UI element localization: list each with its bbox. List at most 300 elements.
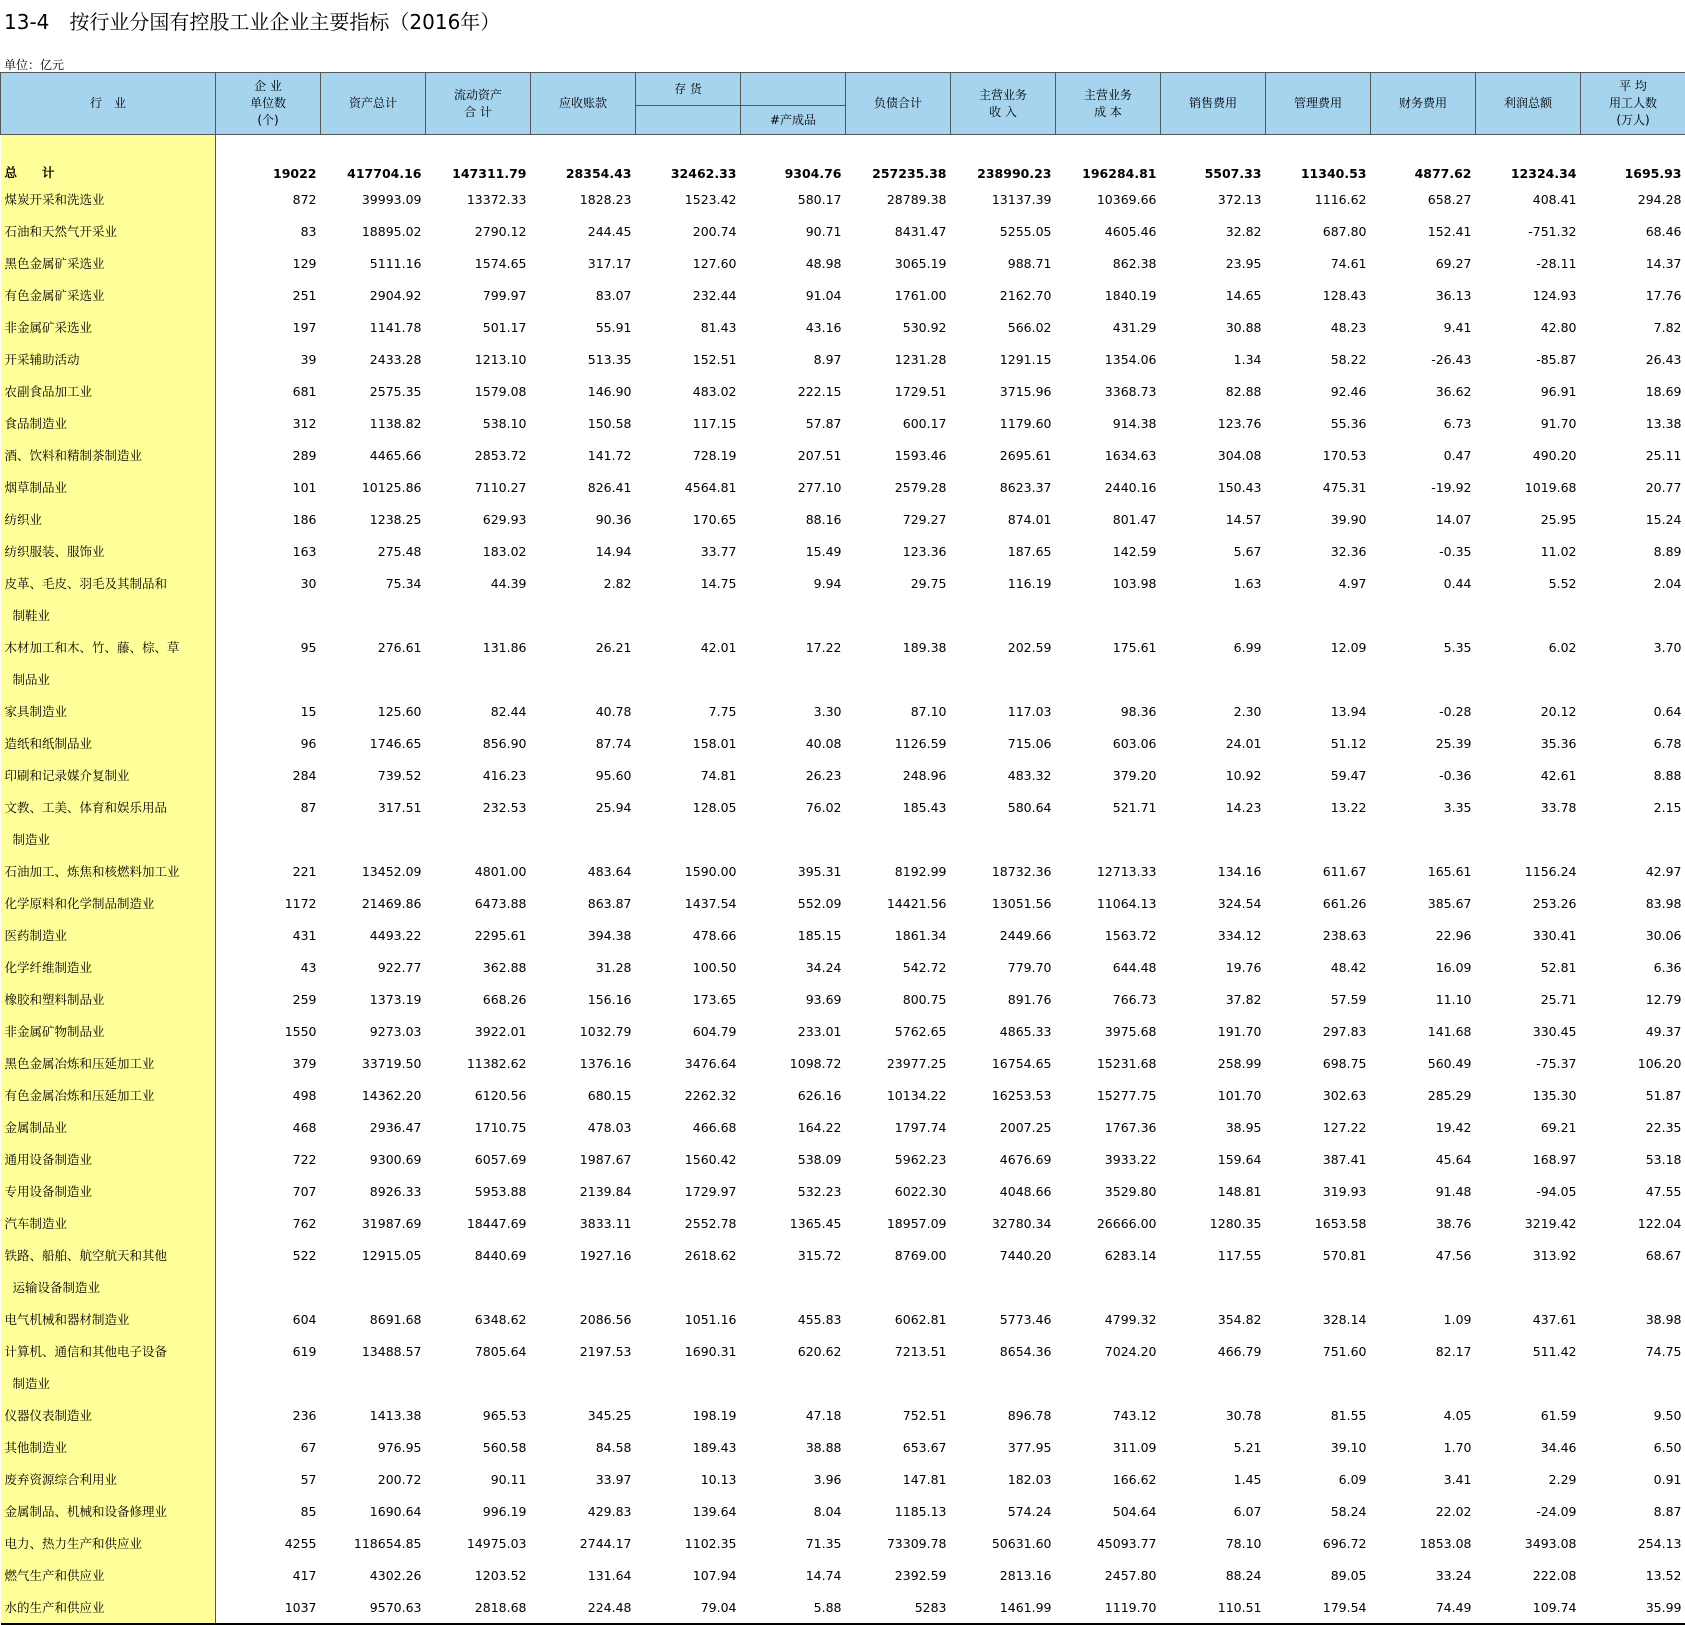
value-cell: 10369.66 [1056, 183, 1161, 215]
value-cell: 976.95 [321, 1431, 426, 1463]
value-cell: 39.10 [1266, 1431, 1371, 1463]
value-cell: 8926.33 [321, 1175, 426, 1207]
value-cell: 29.75 [846, 567, 951, 599]
value-cell: 4605.46 [1056, 215, 1161, 247]
value-cell [321, 1271, 426, 1303]
value-cell: 7440.20 [951, 1239, 1056, 1271]
value-cell: 12324.34 [1476, 141, 1581, 183]
industry-name: 皮革、毛皮、羽毛及其制品和 [1, 567, 216, 599]
value-cell: 13137.39 [951, 183, 1056, 215]
value-cell: 15.24 [1581, 503, 1685, 535]
table-row [1, 183, 1685, 215]
value-cell: 2.15 [1581, 791, 1685, 823]
value-cell: 14.75 [636, 567, 741, 599]
value-cell [1581, 663, 1685, 695]
value-cell: 18.69 [1581, 375, 1685, 407]
industry-name: 电力、热力生产和供应业 [1, 1527, 216, 1559]
value-cell: 38.76 [1371, 1207, 1476, 1239]
table-body [1, 135, 1685, 1625]
value-cell: 152.51 [636, 343, 741, 375]
value-cell: 6022.30 [846, 1175, 951, 1207]
value-cell: 248.96 [846, 759, 951, 791]
header-receivable: 应收账款 [531, 73, 636, 135]
value-cell: 26666.00 [1056, 1207, 1161, 1239]
value-cell: 1037 [216, 1591, 321, 1624]
value-cell: 1437.54 [636, 887, 741, 919]
value-cell: 131.64 [531, 1559, 636, 1591]
value-cell: 202.59 [951, 631, 1056, 663]
value-cell: 47.55 [1581, 1175, 1685, 1207]
value-cell: 170.65 [636, 503, 741, 535]
value-cell: 83.98 [1581, 887, 1685, 919]
value-cell: 1126.59 [846, 727, 951, 759]
total-row [1, 141, 1685, 183]
value-cell: -751.32 [1476, 215, 1581, 247]
table-row [1, 1079, 1685, 1111]
value-cell: 13.22 [1266, 791, 1371, 823]
value-cell: 2392.59 [846, 1559, 951, 1591]
value-cell: -28.11 [1476, 247, 1581, 279]
value-cell: 513.35 [531, 343, 636, 375]
value-cell [1371, 1271, 1476, 1303]
value-cell: 1710.75 [426, 1111, 531, 1143]
value-cell: 379 [216, 1047, 321, 1079]
value-cell: 69.21 [1476, 1111, 1581, 1143]
value-cell: 729.27 [846, 503, 951, 535]
value-cell: 600.17 [846, 407, 951, 439]
value-cell: 189.43 [636, 1431, 741, 1463]
value-cell: 88.16 [741, 503, 846, 535]
value-cell: 6.50 [1581, 1431, 1685, 1463]
value-cell: 74.61 [1266, 247, 1371, 279]
value-cell [1476, 1271, 1581, 1303]
value-cell: 48.98 [741, 247, 846, 279]
value-cell: 166.62 [1056, 1463, 1161, 1495]
value-cell: 1280.35 [1161, 1207, 1266, 1239]
table-row [1, 279, 1685, 311]
value-cell: 483.02 [636, 375, 741, 407]
value-cell: 173.65 [636, 983, 741, 1015]
table-row [1, 951, 1685, 983]
value-cell: 522 [216, 1239, 321, 1271]
value-cell: 334.12 [1161, 919, 1266, 951]
value-cell: 10134.22 [846, 1079, 951, 1111]
value-cell: 0.91 [1581, 1463, 1685, 1495]
value-cell: 91.70 [1476, 407, 1581, 439]
value-cell: 9570.63 [321, 1591, 426, 1624]
value-cell: 118654.85 [321, 1527, 426, 1559]
value-cell: 127.60 [636, 247, 741, 279]
value-cell: 9.50 [1581, 1399, 1685, 1431]
value-cell: 17.22 [741, 631, 846, 663]
value-cell: 32462.33 [636, 141, 741, 183]
value-cell: 25.71 [1476, 983, 1581, 1015]
industry-name: 橡胶和塑料制品业 [1, 983, 216, 1015]
value-cell: 3933.22 [1056, 1143, 1161, 1175]
value-cell: 1051.16 [636, 1303, 741, 1335]
value-cell: 3.70 [1581, 631, 1685, 663]
value-cell: 8.89 [1581, 535, 1685, 567]
value-cell: 14.74 [741, 1559, 846, 1591]
value-cell: 437.61 [1476, 1303, 1581, 1335]
value-cell [951, 1271, 1056, 1303]
value-cell: 604 [216, 1303, 321, 1335]
value-cell: 3.41 [1371, 1463, 1476, 1495]
value-cell: 466.79 [1161, 1335, 1266, 1367]
header-employees: 平 均 用工人数 (万人) [1581, 73, 1685, 135]
table-row [1, 663, 1685, 695]
table-row [1, 983, 1685, 1015]
value-cell: 107.94 [636, 1559, 741, 1591]
value-cell: 1.09 [1371, 1303, 1476, 1335]
value-cell: 294.28 [1581, 183, 1685, 215]
value-cell: 34.46 [1476, 1431, 1581, 1463]
value-cell: 5507.33 [1161, 141, 1266, 183]
table-row [1, 1175, 1685, 1207]
value-cell: 28354.43 [531, 141, 636, 183]
value-cell [951, 663, 1056, 695]
value-cell: 85 [216, 1495, 321, 1527]
value-cell: 490.20 [1476, 439, 1581, 471]
value-cell: 4799.32 [1056, 1303, 1161, 1335]
value-cell: 856.90 [426, 727, 531, 759]
value-cell: 89.05 [1266, 1559, 1371, 1591]
value-cell: 751.60 [1266, 1335, 1371, 1367]
value-cell: 2262.32 [636, 1079, 741, 1111]
value-cell: 6283.14 [1056, 1239, 1161, 1271]
value-cell: 148.81 [1161, 1175, 1266, 1207]
value-cell: 26.43 [1581, 343, 1685, 375]
value-cell: 826.41 [531, 471, 636, 503]
industry-name: 制品业 [1, 663, 216, 695]
value-cell: 186 [216, 503, 321, 535]
value-cell: 1560.42 [636, 1143, 741, 1175]
value-cell: 1.45 [1161, 1463, 1266, 1495]
value-cell: -19.92 [1371, 471, 1476, 503]
value-cell: -85.87 [1476, 343, 1581, 375]
value-cell: 156.16 [531, 983, 636, 1015]
value-cell [636, 663, 741, 695]
value-cell: 95.60 [531, 759, 636, 791]
value-cell: 874.01 [951, 503, 1056, 535]
value-cell: 2.04 [1581, 567, 1685, 599]
value-cell: 33.24 [1371, 1559, 1476, 1591]
industry-name: 汽车制造业 [1, 1207, 216, 1239]
industry-name: 制造业 [1, 823, 216, 855]
industry-name: 有色金属冶炼和压延加工业 [1, 1079, 216, 1111]
value-cell: 39.90 [1266, 503, 1371, 535]
header-liabilities: 负债合计 [846, 73, 951, 135]
value-cell: 315.72 [741, 1239, 846, 1271]
value-cell: 165.61 [1371, 855, 1476, 887]
industry-name: 纺织业 [1, 503, 216, 535]
table-row [1, 919, 1685, 951]
value-cell: 2.82 [531, 567, 636, 599]
value-cell: 4676.69 [951, 1143, 1056, 1175]
value-cell: 124.93 [1476, 279, 1581, 311]
value-cell: 79.04 [636, 1591, 741, 1624]
industry-name: 计算机、通信和其他电子设备 [1, 1335, 216, 1367]
value-cell: 8440.69 [426, 1239, 531, 1271]
value-cell: 33.97 [531, 1463, 636, 1495]
value-cell: 14.07 [1371, 503, 1476, 535]
value-cell: 12.09 [1266, 631, 1371, 663]
value-cell: 14.37 [1581, 247, 1685, 279]
value-cell: 18957.09 [846, 1207, 951, 1239]
value-cell: 9300.69 [321, 1143, 426, 1175]
value-cell: 965.53 [426, 1399, 531, 1431]
value-cell: 28789.38 [846, 183, 951, 215]
value-cell: 168.97 [1476, 1143, 1581, 1175]
value-cell: 53.18 [1581, 1143, 1685, 1175]
value-cell: 1213.10 [426, 343, 531, 375]
value-cell: 580.64 [951, 791, 1056, 823]
value-cell: 30.06 [1581, 919, 1685, 951]
value-cell: 5.35 [1371, 631, 1476, 663]
value-cell: 19.42 [1371, 1111, 1476, 1143]
value-cell: 2695.61 [951, 439, 1056, 471]
value-cell: 611.67 [1266, 855, 1371, 887]
value-cell: 379.20 [1056, 759, 1161, 791]
value-cell: 2552.78 [636, 1207, 741, 1239]
value-cell: 5.21 [1161, 1431, 1266, 1463]
value-cell [216, 599, 321, 631]
value-cell: 1729.51 [846, 375, 951, 407]
value-cell: 238.63 [1266, 919, 1371, 951]
value-cell: 4465.66 [321, 439, 426, 471]
value-cell [741, 1271, 846, 1303]
industry-name: 其他制造业 [1, 1431, 216, 1463]
value-cell: 466.68 [636, 1111, 741, 1143]
value-cell: 182.03 [951, 1463, 1056, 1495]
value-cell: 68.46 [1581, 215, 1685, 247]
value-cell: 197 [216, 311, 321, 343]
value-cell: 275.48 [321, 535, 426, 567]
value-cell: 468 [216, 1111, 321, 1143]
value-cell [951, 1367, 1056, 1399]
value-cell: 362.88 [426, 951, 531, 983]
table-row [1, 1527, 1685, 1559]
value-cell: 7.82 [1581, 311, 1685, 343]
table-row [1, 215, 1685, 247]
value-cell [1581, 1367, 1685, 1399]
table-header [1, 73, 1685, 135]
value-cell: 11.02 [1476, 535, 1581, 567]
value-cell: 10.13 [636, 1463, 741, 1495]
industry-name: 农副食品加工业 [1, 375, 216, 407]
table-row [1, 535, 1685, 567]
value-cell: 8769.00 [846, 1239, 951, 1271]
value-cell: 1653.58 [1266, 1207, 1371, 1239]
value-cell [1371, 1367, 1476, 1399]
value-cell: 560.58 [426, 1431, 531, 1463]
value-cell: 312 [216, 407, 321, 439]
value-cell: 1138.82 [321, 407, 426, 439]
value-cell: 238990.23 [951, 141, 1056, 183]
value-cell: 862.38 [1056, 247, 1161, 279]
value-cell: 661.26 [1266, 887, 1371, 919]
value-cell: 988.71 [951, 247, 1056, 279]
value-cell: 6.09 [1266, 1463, 1371, 1495]
value-cell: 12713.33 [1056, 855, 1161, 887]
value-cell: 2575.35 [321, 375, 426, 407]
value-cell: 117.55 [1161, 1239, 1266, 1271]
value-cell: 13.38 [1581, 407, 1685, 439]
value-cell: 1563.72 [1056, 919, 1161, 951]
value-cell: 59.47 [1266, 759, 1371, 791]
value-cell: 914.38 [1056, 407, 1161, 439]
value-cell: 2086.56 [531, 1303, 636, 1335]
value-cell: 3065.19 [846, 247, 951, 279]
value-cell [1266, 823, 1371, 855]
table-row [1, 439, 1685, 471]
value-cell: 40.78 [531, 695, 636, 727]
value-cell: 779.70 [951, 951, 1056, 983]
table-row [1, 1047, 1685, 1079]
value-cell: 135.30 [1476, 1079, 1581, 1111]
value-cell: 109.74 [1476, 1591, 1581, 1624]
table-row [1, 695, 1685, 727]
value-cell: 0.44 [1371, 567, 1476, 599]
value-cell: 1761.00 [846, 279, 951, 311]
value-cell: 187.65 [951, 535, 1056, 567]
table-row [1, 1015, 1685, 1047]
value-cell: 8.97 [741, 343, 846, 375]
value-cell: 11382.62 [426, 1047, 531, 1079]
value-cell: 5762.65 [846, 1015, 951, 1047]
value-cell [1581, 599, 1685, 631]
value-cell: 25.39 [1371, 727, 1476, 759]
value-cell: 1032.79 [531, 1015, 636, 1047]
value-cell [1161, 599, 1266, 631]
value-cell: 10125.86 [321, 471, 426, 503]
value-cell: 221 [216, 855, 321, 887]
value-cell: 175.61 [1056, 631, 1161, 663]
value-cell: 302.63 [1266, 1079, 1371, 1111]
table-row [1, 823, 1685, 855]
value-cell [951, 823, 1056, 855]
value-cell [951, 599, 1056, 631]
value-cell [1371, 599, 1476, 631]
value-cell: 39 [216, 343, 321, 375]
value-cell: 1231.28 [846, 343, 951, 375]
value-cell: 38.88 [741, 1431, 846, 1463]
value-cell: 4865.33 [951, 1015, 1056, 1047]
value-cell: 5111.16 [321, 247, 426, 279]
value-cell: 483.64 [531, 855, 636, 887]
value-cell: 8192.99 [846, 855, 951, 887]
industry-name: 黑色金属矿采选业 [1, 247, 216, 279]
value-cell: 6.07 [1161, 1495, 1266, 1527]
value-cell: 3493.08 [1476, 1527, 1581, 1559]
value-cell: 25.94 [531, 791, 636, 823]
industry-name: 烟草制品业 [1, 471, 216, 503]
value-cell: 81.55 [1266, 1399, 1371, 1431]
table-row [1, 1559, 1685, 1591]
value-cell: 5773.46 [951, 1303, 1056, 1335]
table-row [1, 791, 1685, 823]
value-cell: 8431.47 [846, 215, 951, 247]
value-cell: 170.53 [1266, 439, 1371, 471]
value-cell [1266, 1271, 1371, 1303]
value-cell: 1354.06 [1056, 343, 1161, 375]
value-cell: 25.11 [1581, 439, 1685, 471]
value-cell: 3.35 [1371, 791, 1476, 823]
value-cell: 387.41 [1266, 1143, 1371, 1175]
value-cell: 21469.86 [321, 887, 426, 919]
value-cell: 1840.19 [1056, 279, 1161, 311]
value-cell: 78.10 [1161, 1527, 1266, 1559]
value-cell: 15277.75 [1056, 1079, 1161, 1111]
value-cell: 22.96 [1371, 919, 1476, 951]
value-cell: 8691.68 [321, 1303, 426, 1335]
value-cell: 17.76 [1581, 279, 1685, 311]
value-cell: 1797.74 [846, 1111, 951, 1143]
value-cell [846, 663, 951, 695]
value-cell: 14.23 [1161, 791, 1266, 823]
value-cell: 5283 [846, 1591, 951, 1624]
value-cell: 728.19 [636, 439, 741, 471]
value-cell: 2440.16 [1056, 471, 1161, 503]
value-cell: 233.01 [741, 1015, 846, 1047]
value-cell: 18732.36 [951, 855, 1056, 887]
value-cell: 110.51 [1161, 1591, 1266, 1624]
value-cell: 257235.38 [846, 141, 951, 183]
value-cell [1371, 823, 1476, 855]
value-cell: 26.21 [531, 631, 636, 663]
value-cell: 2139.84 [531, 1175, 636, 1207]
value-cell: 1590.00 [636, 855, 741, 887]
value-cell: 2579.28 [846, 471, 951, 503]
value-cell: 20.77 [1581, 471, 1685, 503]
value-cell: 47.56 [1371, 1239, 1476, 1271]
value-cell: 38.98 [1581, 1303, 1685, 1335]
industry-name: 金属制品业 [1, 1111, 216, 1143]
value-cell: 152.41 [1371, 215, 1476, 247]
value-cell [1056, 823, 1161, 855]
value-cell [1266, 599, 1371, 631]
value-cell: 644.48 [1056, 951, 1161, 983]
value-cell: 57.59 [1266, 983, 1371, 1015]
value-cell: 277.10 [741, 471, 846, 503]
value-cell: 566.02 [951, 311, 1056, 343]
industry-name: 煤炭开采和洗选业 [1, 183, 216, 215]
value-cell: 88.24 [1161, 1559, 1266, 1591]
value-cell: 51.12 [1266, 727, 1371, 759]
value-cell: 11064.13 [1056, 887, 1161, 919]
value-cell [531, 663, 636, 695]
table-row [1, 759, 1685, 791]
header-admin: 管理费用 [1266, 73, 1371, 135]
value-cell: 1746.65 [321, 727, 426, 759]
value-cell: 13488.57 [321, 1335, 426, 1367]
value-cell: 13.52 [1581, 1559, 1685, 1591]
value-cell: 185.15 [741, 919, 846, 951]
value-cell: 11.10 [1371, 983, 1476, 1015]
value-cell: 90.36 [531, 503, 636, 535]
value-cell: 198.19 [636, 1399, 741, 1431]
industry-name: 非金属矿采选业 [1, 311, 216, 343]
value-cell: 7805.64 [426, 1335, 531, 1367]
value-cell [1266, 1367, 1371, 1399]
value-cell: 32.82 [1161, 215, 1266, 247]
value-cell: 3.96 [741, 1463, 846, 1495]
value-cell: 48.42 [1266, 951, 1371, 983]
value-cell: 6.02 [1476, 631, 1581, 663]
value-cell: 739.52 [321, 759, 426, 791]
value-cell: 2904.92 [321, 279, 426, 311]
value-cell: 122.04 [1581, 1207, 1685, 1239]
